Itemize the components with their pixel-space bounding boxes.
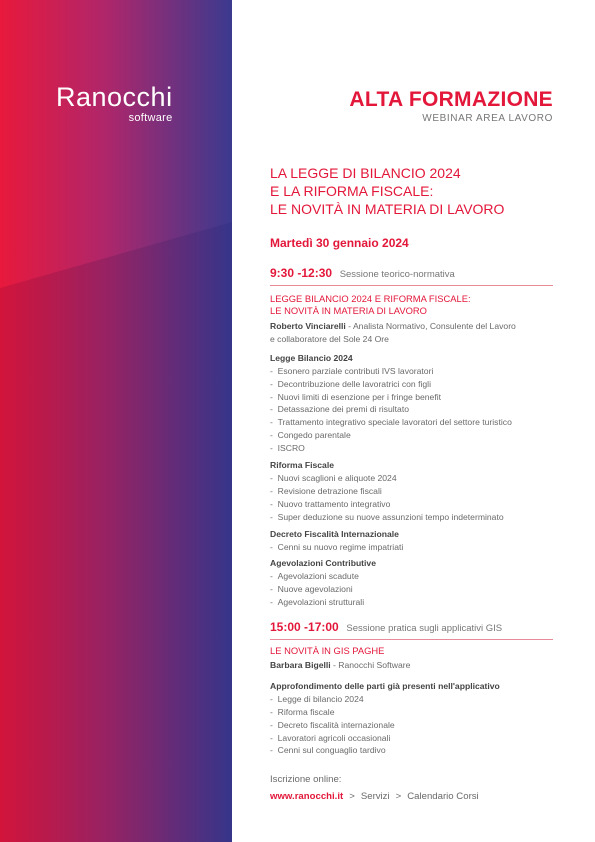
list-item: - Decontribuzione delle lavoratrici con figli <box>270 378 555 391</box>
header-subtitle: WEBINAR AREA LAVORO <box>422 113 553 124</box>
list-item: - Congedo parentale <box>270 429 555 442</box>
list-item: - Nuovi limiti di esenzione per i fringe benefit <box>270 391 555 404</box>
list-item: - Agevolazioni strutturali <box>270 596 555 609</box>
path-servizi-link[interactable]: Servizi <box>360 791 390 802</box>
list-item: - Nuovo trattamento integrativo <box>270 498 555 511</box>
session-1-time: 9:30 -12:30 <box>270 266 333 280</box>
session-1-content <box>270 293 555 609</box>
speaker-role: - Analista Normativo, Consulente del Lavoro <box>345 321 516 331</box>
chevron-right-icon: > <box>395 791 402 802</box>
list-item: - Decreto fiscalità internazionale <box>270 719 555 732</box>
brand-gradient-panel <box>0 0 232 842</box>
speaker-role-cont: e collaboratore del Sole 24 Ore <box>270 333 389 344</box>
session-2-heading: LE NOVITÀ IN GIS PAGHE <box>270 645 385 656</box>
registration-label: Iscrizione online: <box>270 774 342 785</box>
list-item: - Revisione detrazione fiscali <box>270 485 555 498</box>
ranocchi-logo[interactable] <box>56 84 173 124</box>
list-item: - ISCRO <box>270 442 555 455</box>
list-item: - Super deduzione su nuove assunzioni tempo indeterminato <box>270 511 555 524</box>
event-date: Martedì 30 gennaio 2024 <box>270 236 409 250</box>
event-title-line: E LA RIFORMA FISCALE: <box>270 183 434 199</box>
list-item: - Nuovi scaglioni e aliquote 2024 <box>270 472 555 485</box>
registration-path <box>270 788 479 805</box>
session-2-speaker <box>270 659 555 672</box>
diagonal-shade-graphic <box>0 0 232 842</box>
session-2-label: Sessione pratica sugli applicativi GIS <box>346 623 503 634</box>
speaker-name: Roberto Vinciarelli <box>270 321 346 331</box>
group-title: Riforma Fiscale <box>270 460 334 471</box>
list-item: - Detassazione dei premi di risultato <box>270 403 555 416</box>
website-link[interactable]: www.ranocchi.it <box>270 791 344 802</box>
group-title: Agevolazioni Contributive <box>270 558 376 569</box>
registration <box>270 771 479 805</box>
list-item: - Agevolazioni scadute <box>270 570 555 583</box>
list-item: - Cenni su nuovo regime impatriati <box>270 541 555 554</box>
group-title: Legge Bilancio 2024 <box>270 352 353 363</box>
list-item: - Esonero parziale contributi IVS lavoratori <box>270 365 555 378</box>
divider <box>270 639 553 640</box>
event-title-line: LE NOVITÀ IN MATERIA DI LAVORO <box>270 201 505 217</box>
divider <box>270 285 553 286</box>
session-2-content <box>270 645 555 757</box>
list-item: - Nuove agevolazioni <box>270 583 555 596</box>
group-title: Approfondimento delle parti già presenti nell'applicativo <box>270 680 500 691</box>
session-1-heading-line: LE NOVITÀ IN MATERIA DI LAVORO <box>270 305 427 316</box>
list-item: - Cenni sul conguaglio tardivo <box>270 744 555 757</box>
logo-name: Ranocchi <box>56 82 173 112</box>
logo-subtitle: software <box>128 112 173 124</box>
list-item: - Riforma fiscale <box>270 706 555 719</box>
list-item: - Lavoratori agricoli occasionali <box>270 732 555 745</box>
event-title-line: LA LEGGE DI BILANCIO 2024 <box>270 165 461 181</box>
event-title <box>270 164 555 218</box>
session-2-header <box>270 620 555 634</box>
list-item: - Trattamento integrativo speciale lavoratori del settore turistico <box>270 416 555 429</box>
group-title: Decreto Fiscalità Internazionale <box>270 528 399 539</box>
path-calendario-link[interactable]: Calendario Corsi <box>407 791 479 802</box>
session-2-time: 15:00 -17:00 <box>270 620 339 634</box>
list-item: - Legge di bilancio 2024 <box>270 693 555 706</box>
speaker-name: Barbara Bigelli <box>270 660 331 670</box>
speaker-role: - Ranocchi Software <box>330 660 411 670</box>
chevron-right-icon: > <box>349 791 355 802</box>
session-1-header <box>270 266 555 280</box>
session-1-speaker <box>270 320 555 346</box>
session-1-label: Sessione teorico-normativa <box>339 269 455 280</box>
header-title: ALTA FORMAZIONE <box>349 88 553 111</box>
session-1-heading-line: LEGGE BILANCIO 2024 E RIFORMA FISCALE: <box>270 293 471 304</box>
session-1-heading <box>270 293 555 317</box>
